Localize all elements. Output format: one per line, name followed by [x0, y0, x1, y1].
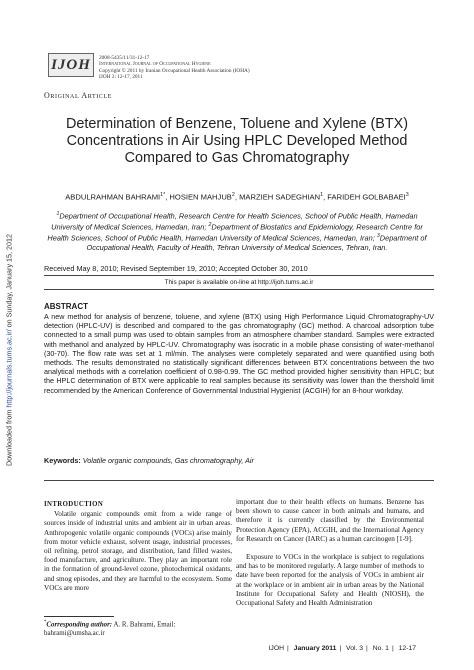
- intro-paragraph: important due to their health effects on humans. Benzene has been shown to cause cancer in both animals and humans, and therefore it is currently classified by the Environmental Protection Agency (EPA), ACGIH, and the International Agency for Research on Cancer (IARC) as a human carcinogen [1-9].: [236, 498, 424, 543]
- author-name: FARIDEH GOLBABAEI: [327, 192, 406, 202]
- intro-heading: INTRODUCTION: [44, 501, 104, 508]
- abstract-heading: ABSTRACT: [44, 302, 88, 311]
- author-name: HOSIEN MAHJUB: [169, 192, 232, 202]
- footer-issue: No. 1: [372, 645, 389, 652]
- keywords-text: Volatile organic compounds, Gas chromatography, Air: [82, 456, 254, 465]
- watermark-suffix: on Sunday, January 15, 2012: [4, 233, 14, 328]
- author-sup: 2: [231, 192, 235, 198]
- download-watermark-text: [5, 234, 14, 466]
- author-sup: 1: [320, 192, 324, 198]
- footer-volume: Vol. 3: [346, 645, 364, 652]
- author-list: ABDULRAHMAN $BAHRAMI^{1*}$, HOSIEN MAHJUB$^2$, MARZIEH SADEGHIAN$^1$, FARIDEH GOLBABAEI$^3$: [65, 192, 409, 202]
- footnote-rule: [44, 616, 114, 617]
- intro-paragraph: Volatile organic compounds emit from a wide range of sources inside of industrial units and ambient air in urban areas. Anthropogenic volatile organic compounds (VOCs) arise mainly from motor vehicle exhaust, solvent usage, industrial processes, oil refining, petrol storage, and distribution, land filled wastes, food manufacture, and agriculture. They play an important role in the formation of ground-level ozone, photochemical oxidants, and smog episodes, and they are harmful to the ecosystem. Some VOCs are more: [44, 510, 232, 592]
- journal-issn: 2008-5435/11/31-12-17: [99, 55, 150, 61]
- keywords-label: Keywords:: [44, 456, 81, 465]
- affiliation-sup: 1: [56, 211, 60, 217]
- journal-citation: IJOH 3: 12-17, 2011: [99, 74, 143, 81]
- author-sup: 3: [405, 192, 409, 198]
- divider: [44, 275, 434, 276]
- online-note: This paper is available on-line at http://ijoh.tums.ac.ir: [164, 279, 314, 286]
- footnote-label: Corresponding author:: [46, 621, 113, 629]
- footer-journal: IJOH: [268, 645, 285, 652]
- abstract-text: A new method for analysis of benzene, toluene, and xylene (BTX) using High Performance Liquid Chromatography-UV detection (HPLC-UV) is described and compared to the gas chromatography (GC) method. A charcoal adsorption tube connected to a small pump was used to obtain samples from an atmosphere chamber standard. Samples were extracted with methanol and analyzed by HPLC-UV. Chromatography was isocratic in a mobile phase consisting of water-methanol (30-70). The flow rate was set at 1 ml/min. The analyses were completely separated and were quantified using both methods. The results demonstrated no statistically significant differences between BTX concentrations between the two analytical methods with a correlation coefficient of 0.98-0.99. The GC method provided higher sensitivity than HPLC; but the HPLC determination of BTX were applicable to real samples because its sensitivity was lower than the thershold limit recommended by the American Conference of Governmental Industrial Hygienist (ACGIH) for an 8-hour workday.: [44, 312, 434, 395]
- intro-column-right: [236, 498, 424, 608]
- keywords: [44, 456, 254, 465]
- affiliation-text: Department of Occupational Health, Research Centre for Health Sciences, School of Public Health, Hamedan University of Medical Sciences, Hamedan, Iran;: [51, 211, 418, 232]
- journal-copyright: Copyright © 2011 by Iranian Occupational Health Association (IOHA): [99, 67, 250, 74]
- affiliations: [42, 210, 432, 252]
- journal-logo: IJOH: [48, 53, 94, 77]
- author-name: ABDULRAHMAN BAHRAMI: [65, 192, 161, 202]
- footnote-text: A. R. Bahrami, Email: bahrami@umsha.ac.ir: [44, 621, 176, 638]
- divider: [44, 289, 434, 290]
- author-sup: 1*: [160, 192, 166, 198]
- download-watermark: [2, 70, 16, 630]
- journal-name: International Journal of Occupational Hygiene: [99, 61, 211, 68]
- intro-paragraph: Exposure to VOCs in the workplace is subject to regulations and has to be monitored regularly. A large number of methods to date have been reported for the analysis of VOCs in ambient air at the workplace or in ambient air in urban areas by the National Institute for Occupational Safety and Health (NIOSH), the Occupational Safety and Health Administration: [236, 553, 424, 608]
- received-dates: Received May 8, 2010; Revised September 19, 2010; Accepted October 30, 2010: [44, 264, 308, 273]
- watermark-url[interactable]: http://journals.tums.ac.ir/: [4, 329, 14, 408]
- footer-date: January 2011: [293, 645, 337, 652]
- affiliation-sup: 3: [376, 232, 380, 239]
- article-type: Original Article: [44, 91, 113, 100]
- journal-info: [99, 55, 250, 81]
- page-footer: IJOH | January 2011 | Vol. 3 | No. 1 | 12-17: [268, 645, 416, 652]
- affiliation-text: Department of Biostatics and Epidemiology, Research Centre for Health Sciences, School of Public Health, Hamedan University of Medical Sciences, Hamedan, Iran;: [47, 222, 423, 243]
- divider: [44, 480, 434, 481]
- corresponding-author-note: *Corresponding author: A. R. Bahrami, Email: bahrami@umsha.ac.ir: [44, 620, 176, 638]
- paper-title: Determination of Benzene, Toluene and Xylene (BTX) Concentrations in Air Using HPLC Developed Method Compared to Gas Chromatography: [65, 116, 409, 166]
- affiliation-sup: 2: [208, 221, 212, 228]
- author-name: MARZIEH SADEGHIAN: [239, 192, 321, 202]
- affiliation-text: Department of Occupational Health, Faculty of Health, Tehran University of Medical Sciences, Tehran, Iran.: [86, 233, 427, 252]
- watermark-prefix: Downloaded from: [4, 409, 14, 467]
- intro-column-left: [44, 500, 232, 593]
- footer-pages: 12-17: [398, 645, 416, 652]
